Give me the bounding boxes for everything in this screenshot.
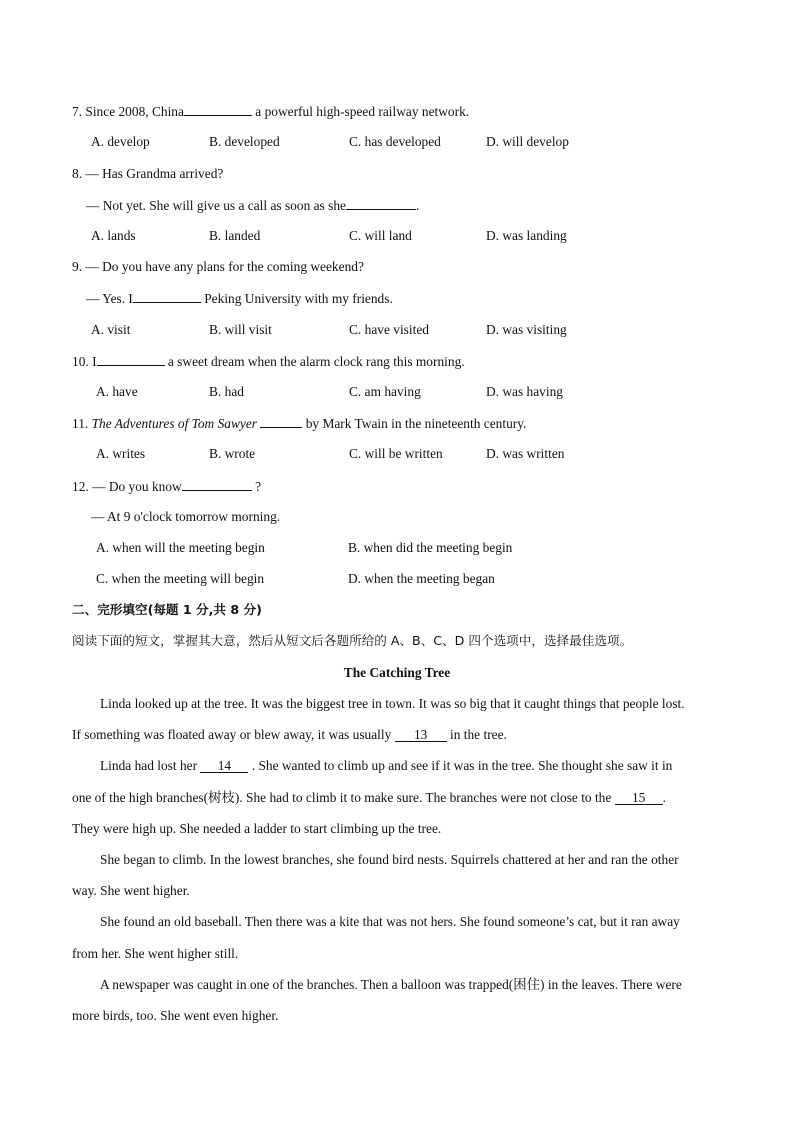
passage-text: . She wanted to climb up and see if it was in the tree. She thought she saw it in <box>248 758 673 773</box>
question-7 <box>72 103 469 120</box>
question-11-stem-end: by Mark Twain in the nineteenth century. <box>302 416 527 431</box>
answer-blank[interactable] <box>184 103 252 116</box>
option-a[interactable]: A. develop <box>91 134 150 149</box>
option-c[interactable]: C. has developed <box>349 134 441 149</box>
passage-text: Linda had lost her <box>100 758 201 773</box>
passage-text: one of the high branches(树枝). She had to climb it to make sure. The branches were not close to the <box>72 790 615 805</box>
cloze-blank-15[interactable]: 15 <box>615 791 663 805</box>
option-c[interactable]: C. will land <box>349 228 412 243</box>
question-8-reply <box>86 197 419 214</box>
cloze-blank-13[interactable]: 13 <box>395 728 447 742</box>
question-7-stem-end: a powerful high-speed railway network. <box>251 104 470 119</box>
question-7-stem-start: 7. Since 2008, China <box>72 104 184 119</box>
answer-blank[interactable] <box>346 197 416 210</box>
passage-line: more birds, too. She went even higher. <box>72 1008 279 1023</box>
option-c[interactable]: C. when the meeting will begin <box>96 571 265 586</box>
question-10 <box>72 353 465 370</box>
option-d[interactable]: D. was having <box>486 384 563 399</box>
option-b[interactable]: B. developed <box>209 134 280 149</box>
answer-blank[interactable] <box>260 415 302 428</box>
answer-blank[interactable] <box>182 478 252 491</box>
option-b[interactable]: B. had <box>209 384 244 399</box>
passage-text: If something was floated away or blew away, it was usually <box>72 727 395 742</box>
question-9-reply-end: Peking University with my friends. <box>200 291 393 306</box>
option-b[interactable]: B. landed <box>209 228 261 243</box>
answer-blank[interactable] <box>133 290 201 303</box>
question-8-reply-end: . <box>415 198 420 213</box>
option-d[interactable]: D. will develop <box>486 134 569 149</box>
option-c[interactable]: C. am having <box>349 384 421 399</box>
option-b[interactable]: B. will visit <box>209 322 272 337</box>
option-a[interactable]: A. when will the meeting begin <box>96 540 265 555</box>
question-9-stem: 9. — Do you have any plans for the coming weekend? <box>72 259 364 274</box>
question-8-reply-start: — Not yet. She will give us a call as soon as she <box>86 198 346 213</box>
option-d[interactable]: D. was visiting <box>486 322 567 337</box>
option-a[interactable]: A. have <box>96 384 138 399</box>
cloze-blank-14[interactable]: 14 <box>200 759 248 773</box>
passage-title: The Catching Tree <box>343 665 451 680</box>
option-a[interactable]: A. lands <box>91 228 136 243</box>
question-12-reply: — At 9 o'clock tomorrow morning. <box>91 509 281 524</box>
option-c[interactable]: C. will be written <box>349 446 443 461</box>
passage-text: . <box>662 790 667 805</box>
option-c[interactable]: C. have visited <box>349 322 429 337</box>
question-10-stem-start: 10. I <box>72 354 97 369</box>
question-12-stem-end: ? <box>251 479 262 494</box>
book-title: The Adventures of Tom Sawyer <box>91 416 257 431</box>
option-d[interactable]: D. when the meeting began <box>348 571 495 586</box>
option-a[interactable]: A. visit <box>91 322 131 337</box>
question-11 <box>72 415 526 432</box>
passage-line: A newspaper was caught in one of the branches. Then a balloon was trapped(困住) in the leaves. There were <box>100 977 682 992</box>
question-12-stem-start: 12. — Do you know <box>72 479 182 494</box>
question-11-number: 11. <box>72 416 92 431</box>
passage-text: in the tree. <box>446 727 507 742</box>
passage-line: She began to climb. In the lowest branches, she found bird nests. Squirrels chattered at her and ran the other <box>100 852 679 867</box>
passage-line: Linda looked up at the tree. It was the biggest tree in town. It was so big that it caught things that people lost. <box>100 696 685 711</box>
question-9-reply-start: — Yes. I <box>86 291 133 306</box>
question-8-stem: 8. — Has Grandma arrived? <box>72 166 224 181</box>
section-instruction: 阅读下面的短文，掌握其大意，然后从短文后各题所给的 A、B、C、D 四个选项中，选择最佳选项。 <box>72 633 633 648</box>
option-a[interactable]: A. writes <box>96 446 146 461</box>
passage-line <box>100 758 672 774</box>
question-10-stem-end: a sweet dream when the alarm clock rang this morning. <box>164 354 465 369</box>
passage-line: She found an old baseball. Then there was a kite that was not hers. She found someone’s cat, but it ran away <box>100 914 680 929</box>
question-9-reply <box>86 290 393 307</box>
question-12 <box>72 478 261 495</box>
passage-line: They were high up. She needed a ladder to start climbing up the tree. <box>72 821 442 836</box>
passage-line: way. She went higher. <box>72 883 190 898</box>
option-b[interactable]: B. when did the meeting begin <box>348 540 513 555</box>
passage-line <box>72 727 507 743</box>
option-d[interactable]: D. was written <box>486 446 565 461</box>
answer-blank[interactable] <box>97 353 165 366</box>
section-heading: 二、完形填空(每题 1 分,共 8 分) <box>72 602 262 617</box>
option-d[interactable]: D. was landing <box>486 228 567 243</box>
passage-line: from her. She went higher still. <box>72 946 239 961</box>
passage-line <box>72 790 666 806</box>
option-b[interactable]: B. wrote <box>209 446 256 461</box>
